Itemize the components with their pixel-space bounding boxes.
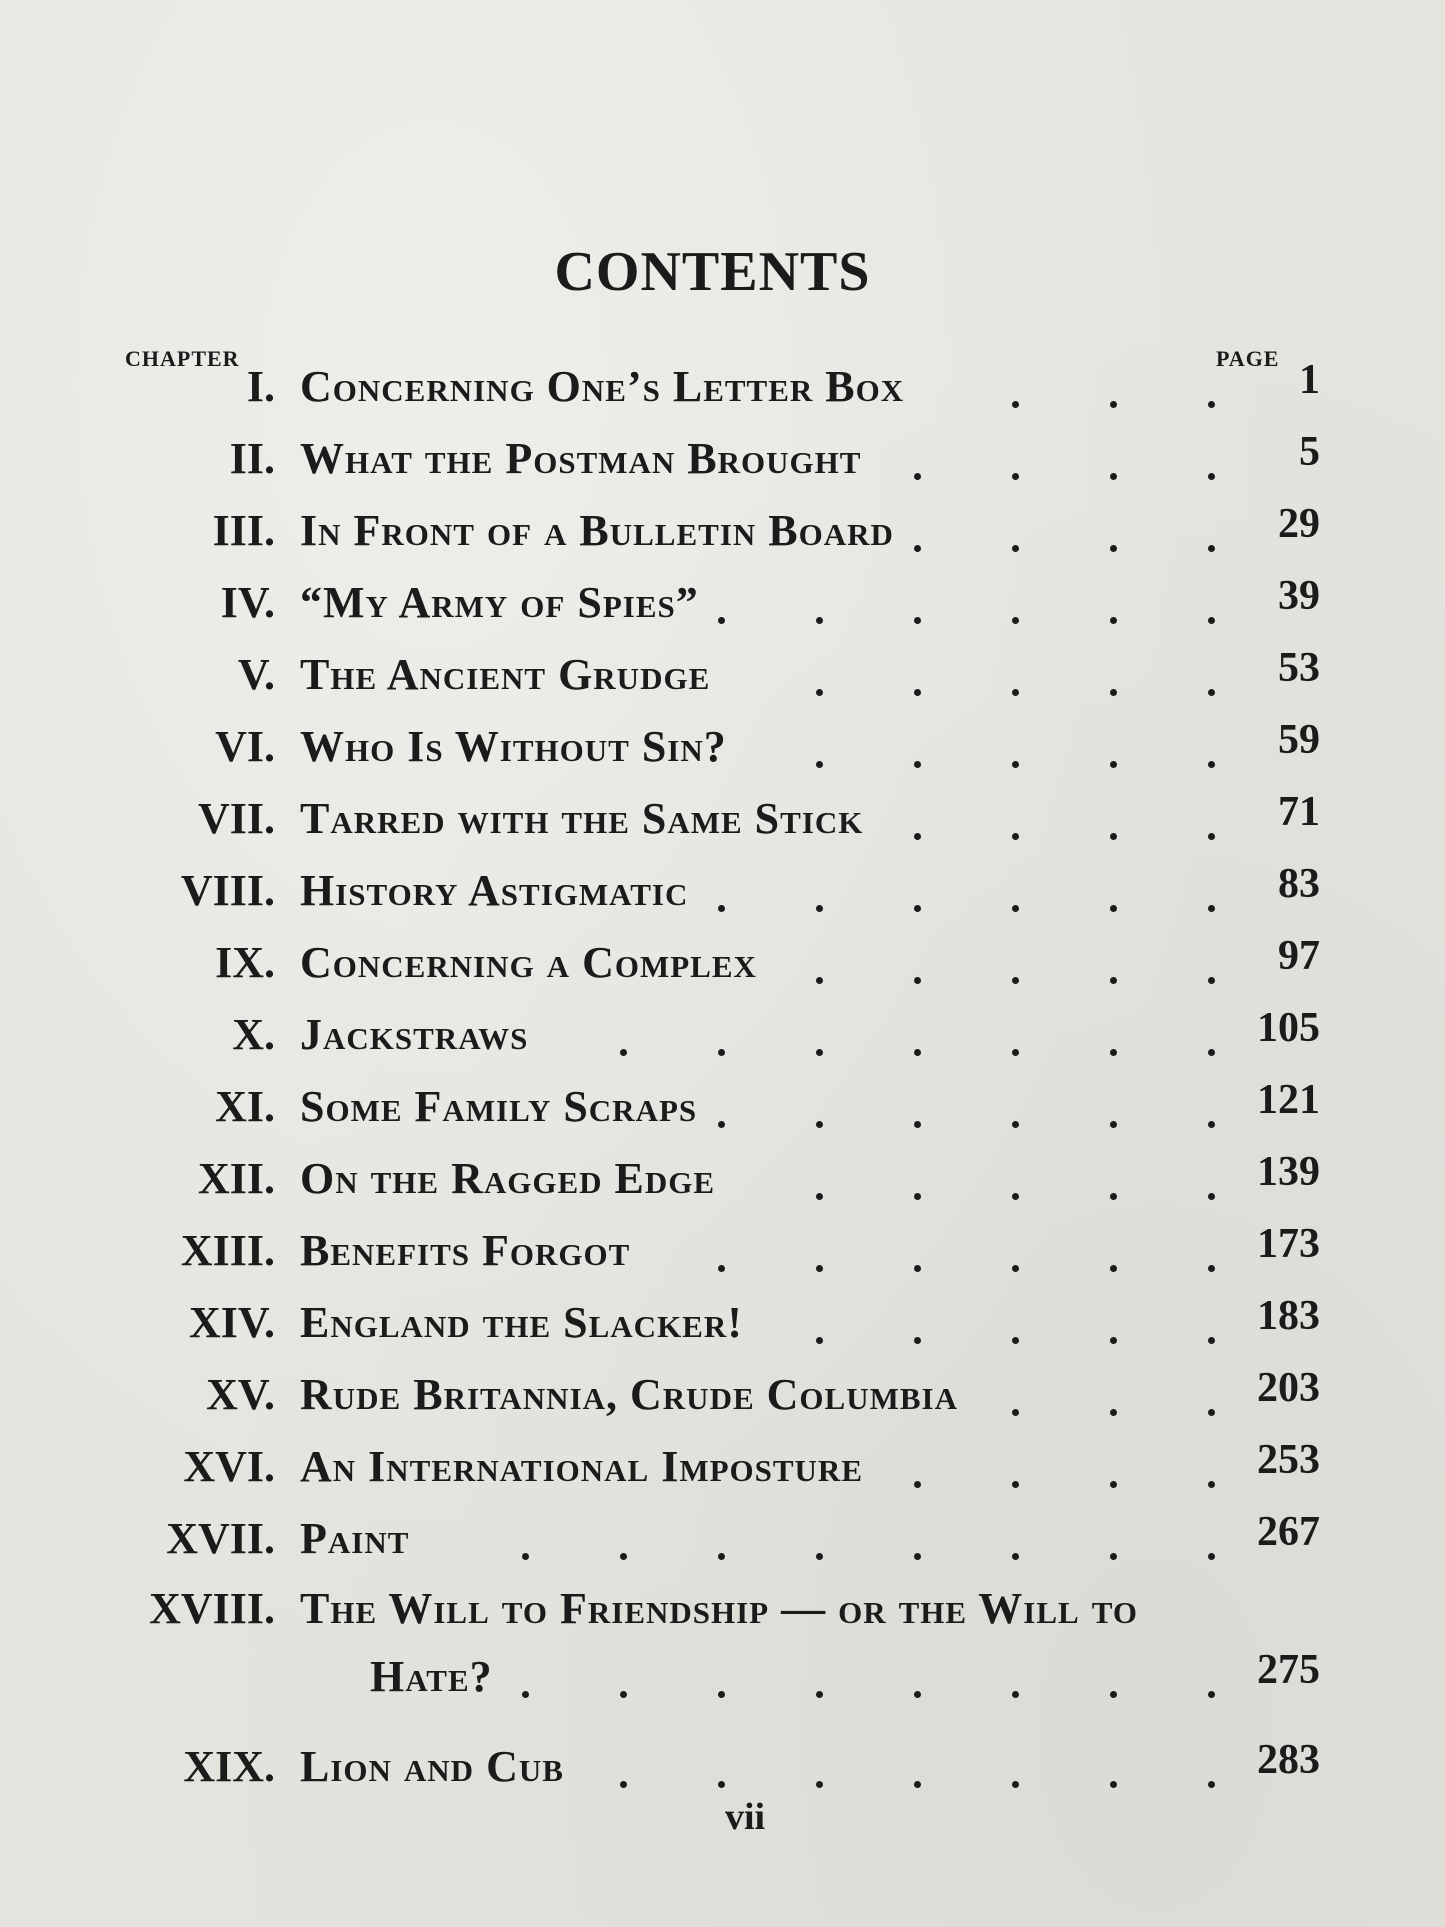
toc-entry bbox=[0, 573, 1445, 636]
leader-dot bbox=[1012, 1049, 1019, 1056]
leader-dot bbox=[914, 1121, 921, 1128]
toc-entry bbox=[0, 429, 1445, 492]
leader-dot bbox=[914, 617, 921, 624]
leader-dot bbox=[620, 1781, 627, 1788]
dot-leader bbox=[0, 758, 1445, 768]
dot-leader bbox=[0, 902, 1445, 912]
page-title: CONTENTS bbox=[554, 241, 871, 303]
toc-entry bbox=[0, 645, 1445, 708]
leader-dot bbox=[1110, 1691, 1117, 1698]
leader-dot bbox=[914, 1691, 921, 1698]
chapter-title: On the Ragged Edge bbox=[300, 1154, 716, 1203]
toc-entry bbox=[0, 933, 1445, 996]
page-number: 267 bbox=[1257, 1509, 1320, 1555]
leader-dot bbox=[816, 1553, 823, 1560]
toc-entry-continuation bbox=[0, 1647, 1445, 1710]
leader-dot bbox=[1012, 833, 1019, 840]
leader-dot bbox=[522, 1691, 529, 1698]
leader-dot bbox=[1110, 617, 1117, 624]
chapter-title: Jackstraws bbox=[300, 1010, 529, 1059]
page-number: 29 bbox=[1278, 501, 1320, 547]
leader-dot bbox=[1208, 1691, 1215, 1698]
dot-leader bbox=[0, 1118, 1445, 1128]
page-number: 139 bbox=[1257, 1149, 1320, 1195]
leader-dot bbox=[1012, 401, 1019, 408]
chapter-title: Tarred with the Same Stick bbox=[300, 794, 864, 843]
page-number: 5 bbox=[1299, 429, 1320, 475]
leader-dot bbox=[914, 1337, 921, 1344]
leader-dot bbox=[1012, 1193, 1019, 1200]
leader-dot bbox=[1110, 833, 1117, 840]
page-number: 183 bbox=[1257, 1293, 1320, 1339]
leader-dot bbox=[620, 1049, 627, 1056]
dot-leader bbox=[0, 686, 1445, 696]
chapter-number: VII. bbox=[197, 794, 275, 843]
leader-dot bbox=[816, 1781, 823, 1788]
leader-dot bbox=[914, 761, 921, 768]
page-number: 71 bbox=[1278, 789, 1320, 835]
chapter-title: Concerning One’s Letter Box bbox=[300, 362, 905, 411]
leader-dot bbox=[1208, 1337, 1215, 1344]
leader-dot bbox=[1012, 977, 1019, 984]
chapter-number: XVIII. bbox=[149, 1584, 275, 1633]
page-folio: vii bbox=[724, 1796, 766, 1838]
chapter-number: IX. bbox=[215, 938, 275, 987]
toc-entry bbox=[0, 1365, 1445, 1428]
leader-dot bbox=[1110, 1049, 1117, 1056]
leader-dot bbox=[816, 1265, 823, 1272]
toc-entry bbox=[0, 1582, 1445, 1642]
leader-dot bbox=[1208, 617, 1215, 624]
chapter-title: Rude Britannia, Crude Columbia bbox=[300, 1370, 958, 1419]
chapter-title: Paint bbox=[300, 1514, 410, 1563]
dot-leader bbox=[0, 1688, 1445, 1698]
chapter-number: V. bbox=[237, 650, 275, 699]
toc-entry bbox=[0, 1437, 1445, 1500]
page-number: 1 bbox=[1299, 357, 1320, 403]
page-number: 203 bbox=[1257, 1365, 1320, 1411]
leader-dot bbox=[620, 1553, 627, 1560]
leader-dot bbox=[1110, 1481, 1117, 1488]
leader-dot bbox=[718, 1121, 725, 1128]
leader-dot bbox=[1110, 1121, 1117, 1128]
leader-dot bbox=[1110, 1409, 1117, 1416]
leader-dot bbox=[1012, 689, 1019, 696]
leader-dot bbox=[1012, 1121, 1019, 1128]
toc-entry bbox=[0, 1005, 1445, 1068]
dot-leader bbox=[0, 830, 1445, 840]
leader-dot bbox=[1012, 1781, 1019, 1788]
leader-dot bbox=[1110, 1193, 1117, 1200]
leader-dot bbox=[718, 1691, 725, 1698]
leader-dot bbox=[816, 617, 823, 624]
toc-entry bbox=[0, 717, 1445, 780]
chapter-number: VI. bbox=[215, 722, 275, 771]
leader-dot bbox=[816, 977, 823, 984]
leader-dot bbox=[1208, 1121, 1215, 1128]
leader-dot bbox=[1208, 1781, 1215, 1788]
chapter-column-header: CHAPTER bbox=[125, 346, 240, 371]
dot-leader bbox=[0, 1046, 1445, 1056]
leader-dot bbox=[914, 1481, 921, 1488]
chapter-title: An International Imposture bbox=[300, 1442, 863, 1491]
dot-leader bbox=[0, 974, 1445, 984]
chapter-title: The Ancient Grudge bbox=[300, 650, 711, 699]
chapter-number: XIX. bbox=[183, 1742, 275, 1791]
leader-dot bbox=[816, 689, 823, 696]
leader-dot bbox=[914, 545, 921, 552]
chapter-number: XII. bbox=[197, 1154, 275, 1203]
leader-dot bbox=[1110, 977, 1117, 984]
dot-leader bbox=[0, 1550, 1445, 1560]
leader-dot bbox=[718, 1265, 725, 1272]
leader-dot bbox=[914, 473, 921, 480]
leader-dot bbox=[1012, 545, 1019, 552]
page-number: 105 bbox=[1257, 1005, 1320, 1051]
chapter-title: In Front of a Bulletin Board bbox=[300, 506, 894, 555]
chapter-title: Benefits Forgot bbox=[300, 1226, 631, 1275]
toc-entry bbox=[0, 1077, 1445, 1140]
leader-dot bbox=[1208, 1409, 1215, 1416]
toc-entry bbox=[0, 1221, 1445, 1284]
leader-dot bbox=[1012, 473, 1019, 480]
leader-dot bbox=[718, 617, 725, 624]
leader-dot bbox=[1110, 1337, 1117, 1344]
page-number: 283 bbox=[1257, 1737, 1320, 1783]
toc-entry bbox=[0, 1737, 1445, 1800]
leader-dot bbox=[1012, 1481, 1019, 1488]
leader-dot bbox=[914, 1265, 921, 1272]
page-number: 253 bbox=[1257, 1437, 1320, 1483]
leader-dot bbox=[1208, 473, 1215, 480]
chapter-number: X. bbox=[232, 1010, 275, 1059]
leader-dot bbox=[718, 1553, 725, 1560]
leader-dot bbox=[1110, 1265, 1117, 1272]
chapter-number: IV. bbox=[220, 578, 275, 627]
leader-dot bbox=[1012, 1691, 1019, 1698]
dot-leader bbox=[0, 614, 1445, 624]
leader-dot bbox=[1208, 833, 1215, 840]
chapter-title: Some Family Scraps bbox=[300, 1082, 698, 1131]
leader-dot bbox=[1208, 689, 1215, 696]
page-column-header: PAGE bbox=[1216, 346, 1280, 371]
leader-dot bbox=[1110, 1781, 1117, 1788]
leader-dot bbox=[1208, 545, 1215, 552]
leader-dot bbox=[718, 1781, 725, 1788]
leader-dot bbox=[816, 1193, 823, 1200]
dot-leader bbox=[0, 398, 1445, 408]
dot-leader bbox=[0, 542, 1445, 552]
leader-dot bbox=[816, 1121, 823, 1128]
leader-dot bbox=[914, 977, 921, 984]
chapter-number: XIV. bbox=[188, 1298, 275, 1347]
dot-leader bbox=[0, 1778, 1445, 1788]
leader-dot bbox=[1012, 1337, 1019, 1344]
leader-dot bbox=[620, 1691, 627, 1698]
leader-dot bbox=[1110, 401, 1117, 408]
leader-dot bbox=[1110, 905, 1117, 912]
toc-entry bbox=[0, 501, 1445, 564]
chapter-number: III. bbox=[212, 506, 275, 555]
chapter-title: Who Is Without Sin? bbox=[300, 722, 727, 771]
chapter-number: VIII. bbox=[180, 866, 275, 915]
dot-leader bbox=[0, 1190, 1445, 1200]
leader-dot bbox=[1208, 1049, 1215, 1056]
leader-dot bbox=[914, 1781, 921, 1788]
leader-dot bbox=[1110, 761, 1117, 768]
chapter-number: XV. bbox=[206, 1370, 275, 1419]
leader-dot bbox=[914, 1553, 921, 1560]
leader-dot bbox=[1110, 473, 1117, 480]
chapter-number: I. bbox=[246, 362, 275, 411]
leader-dot bbox=[1012, 1265, 1019, 1272]
leader-dot bbox=[718, 1049, 725, 1056]
page-number: 97 bbox=[1278, 933, 1320, 979]
toc-entry bbox=[0, 1293, 1445, 1356]
leader-dot bbox=[1208, 1265, 1215, 1272]
chapter-title: Lion and Cub bbox=[300, 1742, 564, 1791]
toc-entry bbox=[0, 861, 1445, 924]
leader-dot bbox=[1012, 1409, 1019, 1416]
dot-leader bbox=[0, 470, 1445, 480]
leader-dot bbox=[1110, 1553, 1117, 1560]
leader-dot bbox=[1208, 761, 1215, 768]
chapter-number: XIII. bbox=[180, 1226, 275, 1275]
chapter-title-continuation: Hate? bbox=[370, 1652, 493, 1701]
dot-leader bbox=[0, 1262, 1445, 1272]
leader-dot bbox=[718, 905, 725, 912]
chapter-title: England the Slacker! bbox=[300, 1298, 743, 1347]
chapter-number: XVII. bbox=[166, 1514, 275, 1563]
leader-dot bbox=[816, 905, 823, 912]
chapter-title: Concerning a Complex bbox=[300, 938, 757, 987]
page-number: 173 bbox=[1257, 1221, 1320, 1267]
leader-dot bbox=[1110, 689, 1117, 696]
leader-dot bbox=[816, 1337, 823, 1344]
leader-dot bbox=[1208, 1193, 1215, 1200]
toc-entry bbox=[0, 789, 1445, 852]
leader-dot bbox=[1208, 977, 1215, 984]
leader-dot bbox=[914, 1193, 921, 1200]
chapter-number: XI. bbox=[215, 1082, 275, 1131]
chapter-title: The Will to Friendship — or the Will to bbox=[300, 1584, 1138, 1633]
leader-dot bbox=[914, 833, 921, 840]
leader-dot bbox=[816, 1691, 823, 1698]
chapter-title: What the Postman Brought bbox=[300, 434, 862, 483]
leader-dot bbox=[1208, 905, 1215, 912]
page-number: 83 bbox=[1278, 861, 1320, 907]
dot-leader bbox=[0, 1334, 1445, 1344]
leader-dot bbox=[522, 1553, 529, 1560]
leader-dot bbox=[1012, 617, 1019, 624]
leader-dot bbox=[1208, 1553, 1215, 1560]
leader-dot bbox=[1012, 761, 1019, 768]
leader-dot bbox=[914, 689, 921, 696]
page-number: 53 bbox=[1278, 645, 1320, 691]
leader-dot bbox=[1208, 1481, 1215, 1488]
page-number: 121 bbox=[1257, 1077, 1320, 1123]
leader-dot bbox=[1208, 401, 1215, 408]
page-number: 275 bbox=[1257, 1647, 1320, 1693]
leader-dot bbox=[1012, 1553, 1019, 1560]
leader-dot bbox=[816, 761, 823, 768]
chapter-title: History Astigmatic bbox=[300, 866, 689, 915]
leader-dot bbox=[816, 1049, 823, 1056]
toc-entry bbox=[0, 1149, 1445, 1212]
page-number: 39 bbox=[1278, 573, 1320, 619]
chapter-title: “My Army of Spies” bbox=[300, 578, 699, 627]
leader-dot bbox=[1110, 545, 1117, 552]
dot-leader bbox=[0, 1478, 1445, 1488]
page-number: 59 bbox=[1278, 717, 1320, 763]
toc-entry bbox=[0, 1509, 1445, 1572]
chapter-number: II. bbox=[229, 434, 275, 483]
leader-dot bbox=[914, 1049, 921, 1056]
leader-dot bbox=[1012, 905, 1019, 912]
chapter-number: XVI. bbox=[183, 1442, 275, 1491]
leader-dot bbox=[914, 905, 921, 912]
dot-leader bbox=[0, 1406, 1445, 1416]
